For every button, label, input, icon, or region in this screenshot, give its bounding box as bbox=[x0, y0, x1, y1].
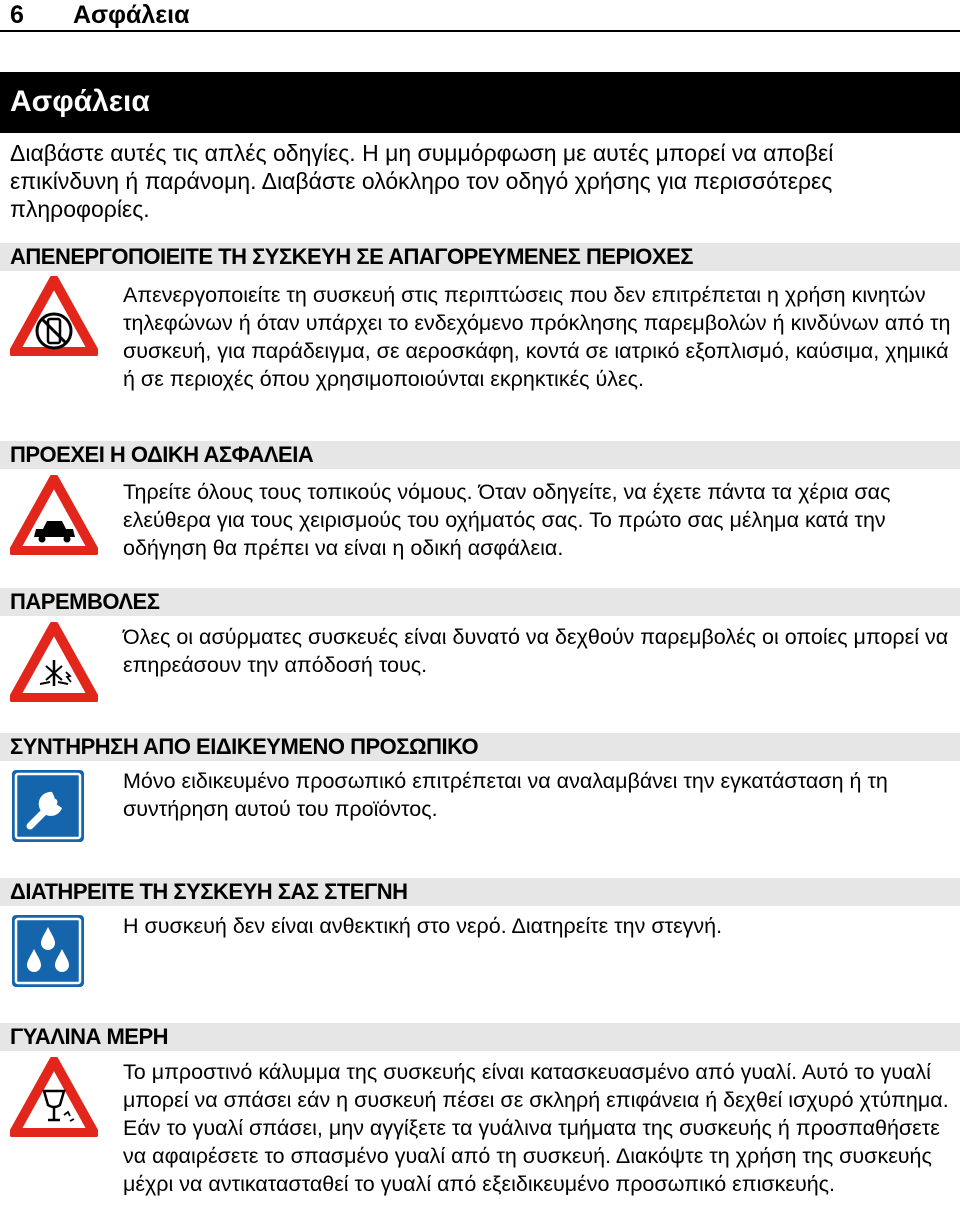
switch-off-phone-icon bbox=[10, 276, 98, 356]
section-text: Τηρείτε όλους τους τοπικούς νόμους. Όταν οδηγείτε, να έχετε πάντα τα χέρια σας ελεύθερα για τους χειρισμούς του οχήματός σας. Το πρώτο σας μέλημα κατά την οδήγηση θα πρέπει να είναι η οδική ασφάλεια. bbox=[123, 480, 891, 560]
section-text: Η συσκευή δεν είναι ανθεκτική στο νερό. Διατηρείτε την στεγνή. bbox=[123, 914, 723, 938]
water-drops-icon bbox=[10, 913, 86, 989]
running-header-title: Ασφάλεια bbox=[73, 1, 190, 29]
car-icon bbox=[10, 475, 98, 555]
section-heading-text: ΠΑΡΕΜΒΟΛΕΣ bbox=[10, 589, 160, 614]
running-header bbox=[0, 0, 960, 32]
interference-icon bbox=[10, 622, 98, 702]
section-heading-text: ΓΥΑΛΙΝΑ ΜΕΡΗ bbox=[10, 1024, 169, 1049]
section-text: Όλες οι ασύρματες συσκευές είναι δυνατό να δεχθούν παρεμβολές οι οποίες μπορεί να επηρεάσουν την απόδοσή τους. bbox=[123, 625, 949, 677]
chapter-banner bbox=[0, 72, 960, 133]
section-heading-glass-parts bbox=[0, 1023, 960, 1051]
page-number: 6 bbox=[10, 1, 24, 29]
section-heading-qualified-service bbox=[0, 733, 960, 761]
section-heading-text: ΔΙΑΤΗΡΕΙΤΕ ΤΗ ΣΥΣΚΕΥΗ ΣΑΣ ΣΤΕΓΝΗ bbox=[10, 879, 408, 904]
section-heading-keep-dry bbox=[0, 878, 960, 906]
chapter-title: Ασφάλεια bbox=[10, 85, 150, 118]
broken-glass-icon bbox=[10, 1057, 98, 1137]
section-text: Απενεργοποιείτε τη συσκευή στις περιπτώσεις που δεν επιτρέπεται η χρήση κινητών τηλεφώνων ή όταν υπάρχει το ενδεχόμενο πρόκλησης παρεμβολών ή κινδύνων από τη συσκευή, για παράδειγμα, σε αεροσκάφη, κοντά σε ιατρικό εξοπλισμό, καύσιμα, χημικά ή σε περιοχές όπου χρησιμοποιούνται εκρηκτικές ύλες. bbox=[123, 283, 951, 391]
section-heading-text: ΣΥΝΤΗΡΗΣΗ ΑΠΟ ΕΙΔΙΚΕΥΜΕΝΟ ΠΡΟΣΩΠΙΚΟ bbox=[10, 734, 479, 759]
section-text: Το μπροστινό κάλυμμα της συσκευής είναι κατασκευασμένο από γυαλί. Αυτό το γυαλί μπορεί να σπάσει εάν η συσκευή πέσει σε σκληρή επιφάνεια ή δεχθεί ισχυρό χτύπημα. Εάν το γυαλί σπάσει, μην αγγίξετε τα γυάλινα τμήματα της συσκευής ή προσπαθήσετε να αφαιρέσετε το σπασμένο γυαλί από τη συσκευή. Διακόψτε τη χρήση της συσκευής μέχρι να αντικατασταθεί το γυαλί από εξειδικευμένο προσωπικό επισκευής. bbox=[123, 1060, 949, 1196]
section-heading-text: ΠΡΟΕΧΕΙ Η ΟΔΙΚΗ ΑΣΦΑΛΕΙΑ bbox=[10, 442, 314, 467]
section-text: Μόνο ειδικευμένο προσωπικό επιτρέπεται να αναλαμβάνει την εγκατάσταση ή τη συντήρηση αυτού του προϊόντος. bbox=[123, 769, 888, 821]
section-heading-switch-off bbox=[0, 243, 960, 271]
intro-paragraph: Διαβάστε αυτές τις απλές οδηγίες. Η μη συμμόρφωση με αυτές μπορεί να αποβεί επικίνδυνη ή παράνομη. Διαβάστε ολόκληρο τον οδηγό χρήσης για περισσότερες πληροφορίες. bbox=[10, 140, 834, 222]
section-heading-interference bbox=[0, 588, 960, 616]
section-heading-road-safety bbox=[0, 441, 960, 469]
section-heading-text: ΑΠΕΝΕΡΓΟΠΟΙΕΙΤΕ ΤΗ ΣΥΣΚΕΥΗ ΣΕ ΑΠΑΓΟΡΕΥΜΕΝΕΣ ΠΕΡΙΟΧΕΣ bbox=[10, 244, 693, 269]
wrench-icon bbox=[10, 768, 86, 844]
